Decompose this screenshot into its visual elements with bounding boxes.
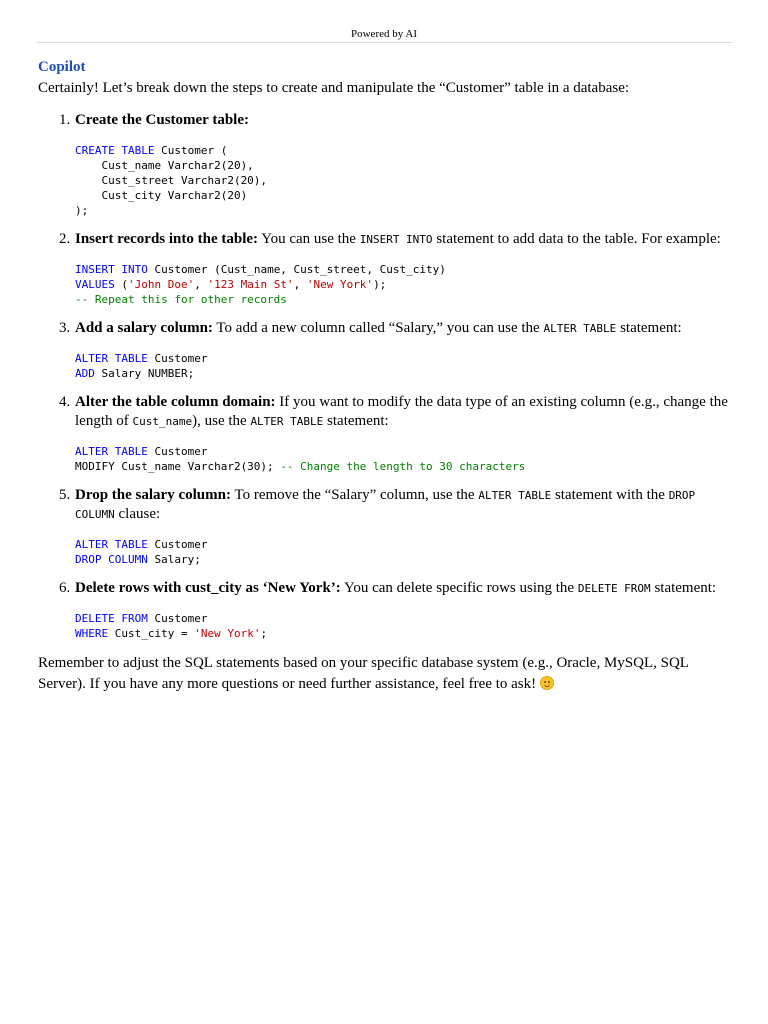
code-line: INSERT INTO Customer (Cust_name, Cust_street, Cust_city) (75, 263, 446, 276)
smiling-face-icon (540, 676, 554, 690)
step-text (75, 393, 732, 431)
step-heading: Add a salary column: (75, 320, 213, 336)
step-heading: Insert records into the table: (75, 231, 259, 247)
inline-code: Cust_name (132, 415, 193, 428)
code-line: DROP COLUMN Salary; (75, 553, 201, 566)
steps-list (38, 111, 732, 641)
code-comment: -- Repeat this for other records (75, 293, 287, 306)
step-description: statement with the (554, 487, 665, 503)
list-item (59, 393, 732, 474)
step-description: To add a new column called “Salary,” you can use the (216, 320, 540, 336)
code-line: CREATE TABLE Customer ( (75, 144, 228, 157)
step-description: If you want to modify the data type of an existing column (e.g., change the length of (75, 394, 728, 429)
step-text (75, 579, 732, 598)
code-line: Cust_street Varchar2(20), (75, 174, 268, 187)
code-line: ALTER TABLE Customer (75, 352, 208, 365)
code-line: ALTER TABLE Customer (75, 445, 208, 458)
step-number: 6. (59, 580, 71, 596)
step-heading: Alter the table column domain: (75, 394, 276, 410)
inline-code: ALTER TABLE (543, 322, 617, 335)
header-divider (37, 42, 732, 43)
code-block (75, 444, 732, 474)
code-line: Cust_city Varchar2(20) (75, 189, 248, 202)
code-line: MODIFY Cust_name Varchar2(30); -- Change the length to 30 characters (75, 460, 526, 473)
code-block (75, 262, 732, 307)
list-item (59, 230, 732, 307)
inline-code: DROP COLUMN (75, 489, 696, 521)
step-description: You can delete specific rows using the (343, 580, 575, 596)
code-line: ADD Salary NUMBER; (75, 367, 195, 380)
list-item (59, 579, 732, 641)
inline-code: INSERT INTO (359, 233, 433, 246)
step-description: statement: (620, 320, 682, 336)
step-number: 3. (59, 320, 71, 336)
step-description: You can use the (261, 231, 356, 247)
code-block (75, 611, 732, 641)
step-description: statement: (654, 580, 717, 596)
inline-code: ALTER TABLE (478, 489, 552, 502)
code-line: WHERE Cust_city = 'New York'; (75, 627, 268, 640)
inline-code: DELETE FROM (577, 582, 651, 595)
step-heading: Drop the salary column: (75, 487, 231, 503)
step-number: 5. (59, 487, 71, 503)
step-text (75, 230, 732, 249)
step-description: To remove the “Salary” column, use the (234, 487, 475, 503)
step-text (75, 486, 732, 524)
response-body (38, 56, 732, 695)
code-block (75, 537, 732, 567)
step-heading: Delete rows with cust_city as ‘New York’: (75, 580, 341, 596)
step-text (75, 319, 732, 338)
step-number: 1. (59, 112, 71, 128)
code-line: ALTER TABLE Customer (75, 538, 208, 551)
step-number: 2. (59, 231, 71, 247)
step-description: clause: (118, 506, 161, 522)
code-block (75, 351, 732, 381)
inline-code: ALTER TABLE (250, 415, 324, 428)
list-item (59, 111, 732, 218)
outro-text: Remember to adjust the SQL statements based on your specific database system (e.g., Oracle, MySQL, SQL Server). If you have any more questions or need further assistance, feel free to ask! (38, 655, 689, 692)
step-heading: Create the Customer table: (75, 112, 249, 128)
page-header: Powered by AI (351, 28, 417, 40)
intro-paragraph: Certainly! Let’s break down the steps to create and manipulate the “Customer” table in a database: (38, 80, 630, 96)
list-item (59, 486, 732, 567)
step-description: ), use the (192, 413, 247, 429)
step-description: statement to add data to the table. For example: (436, 231, 721, 247)
step-description: statement: (327, 413, 389, 429)
outro-paragraph (38, 653, 732, 695)
code-line: ); (75, 204, 89, 217)
list-item (59, 319, 732, 381)
response-author: Copilot (38, 59, 86, 75)
code-line: Cust_name Varchar2(20), (75, 159, 254, 172)
step-text (75, 111, 732, 130)
code-line: VALUES ('John Doe', '123 Main St', 'New York'); (75, 278, 387, 291)
code-block (75, 143, 732, 218)
step-number: 4. (59, 394, 71, 410)
code-line: DELETE FROM Customer (75, 612, 208, 625)
